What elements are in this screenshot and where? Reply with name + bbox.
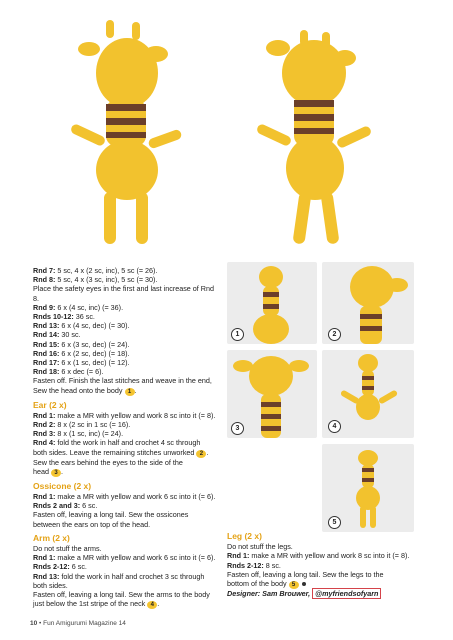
instruction-line: Rnds 2 and 3: 6 sc. [33,501,98,511]
instruction-line: Rnd 18: 6 x dec (= 6). [33,367,104,377]
instruction-line: Rnd 9: 6 x (4 sc, inc) (= 36). [33,302,124,312]
instruction-line: both sides. [33,580,68,590]
step-photo-1 [227,262,317,344]
step-badge: 3 [51,469,61,477]
instruction-line: Rnd 13: 6 x (4 sc, dec) (= 30). [33,321,130,331]
photo-number: 3 [231,422,244,435]
step-badge: 2 [196,450,206,458]
step-badge: 5 [289,581,299,589]
ear-line5: both sides. Leave the remaining stitches unworked 2 . [33,447,209,457]
leg-last-line: bottom of the body 5 [227,579,427,589]
ear-line6: Sew the ears behind the eyes to the side of the [33,457,183,467]
instruction-line: Do not stuff the legs. [227,542,293,552]
page-number: 10 [30,620,38,627]
instruction-line: Rnd 1: make a MR with yellow and work 8 sc into it (= 8). [227,551,410,561]
instruction-line: Rnd 2: 8 x (2 sc in 1 sc (= 16). [33,420,131,430]
instruction-line: Rnd 3: 8 x (1 sc, inc) (= 24). [33,429,124,439]
instruction-line: Rnds 2-12: 6 sc. [33,562,87,572]
instruction-line: Rnd 4: fold the work in half and crochet 4 sc through [33,438,201,448]
ossicone-rounds [33,492,221,529]
ear-heading: Ear (2 x) [33,399,67,410]
page-footer [30,620,126,627]
instruction-line: Fasten off, leaving a long tail. Sew the arms to the body [33,590,210,600]
designer-line: Designer: Sam Brouwer, @myfriendsofyarn [227,589,427,598]
instruction-line: Rnd 13: fold the work in half and crochet 3 sc through [33,571,205,581]
instruction-line: Rnd 17: 6 x (1 sc, dec) (= 12). [33,358,130,368]
instruction-line: Place the safety eyes in the first and last increase of Rnd 8. [33,284,214,303]
magazine-title: Fun Amigurumi Magazine 14 [43,620,126,627]
designer-handle[interactable]: @myfriendsofyarn [312,588,381,599]
step-badge: 4 [147,601,157,609]
instruction-line: Rnd 7: 5 sc, 4 x (2 sc, inc), 5 sc (= 26). [33,266,158,275]
ossicone-heading: Ossicone (2 x) [33,480,92,491]
leg-heading: Leg (2 x) [227,531,262,541]
instruction-line: Rnds 2-12: 8 sc. [227,560,281,570]
ear-line7: head 3 . [33,466,63,476]
instructions-right [227,532,427,598]
instruction-line: Rnd 14: 30 sc. [33,330,81,340]
photo-number: 4 [328,420,341,433]
step-photo-3 [227,350,317,438]
footer-separator: • [39,620,42,627]
instruction-line: between the ears on top of the head. [33,519,151,529]
instruction-line: Rnd 1: make a MR with yellow and work 6 sc into it (= 6). [33,492,216,502]
instruction-line: Fasten off, leaving a long tail. Sew the ossicones [33,510,189,520]
sew-head-line: Sew the head onto the body 1 . [33,385,137,395]
instruction-line: Rnd 16: 6 x (2 sc, dec) (= 18). [33,348,130,358]
instructions-left [33,266,221,609]
instruction-line: Fasten off, leaving a long tail. Sew the legs to the [227,569,384,579]
arm-heading: Arm (2 x) [33,532,70,543]
main-photo [0,0,453,262]
instruction-line: Do not stuff the arms. [33,544,102,554]
instruction-line: Rnds 10-12: 36 sc. [33,312,95,322]
instruction-line: Rnd 1: make a MR with yellow and work 8 sc into it (= 8). [33,410,216,420]
instruction-line: Fasten off. Finish the last stitches and weave in the end, [33,376,212,386]
leg-rounds [227,542,427,579]
ear-rounds [33,411,221,448]
photo-number: 5 [328,516,341,529]
photo-number: 2 [328,328,341,341]
arm-rounds [33,544,221,599]
instruction-line: Rnd 8: 5 sc, 4 x (3 sc, inc), 5 sc (= 30). [33,275,158,285]
arm-last-line: just below the 1st stripe of the neck 4 . [33,599,160,609]
step-photo-4 [322,350,414,438]
photo-number: 1 [231,328,244,341]
instruction-line: Rnd 15: 6 x (3 sc, dec) (= 24). [33,339,130,349]
step-photo-5 [322,444,414,532]
head-rounds [33,266,221,386]
step-badge: 1 [125,388,135,396]
instruction-line: Rnd 1: make a MR with yellow and work 6 sc into it (= 6). [33,553,216,563]
end-dot [302,582,306,586]
step-photo-2 [322,262,414,344]
